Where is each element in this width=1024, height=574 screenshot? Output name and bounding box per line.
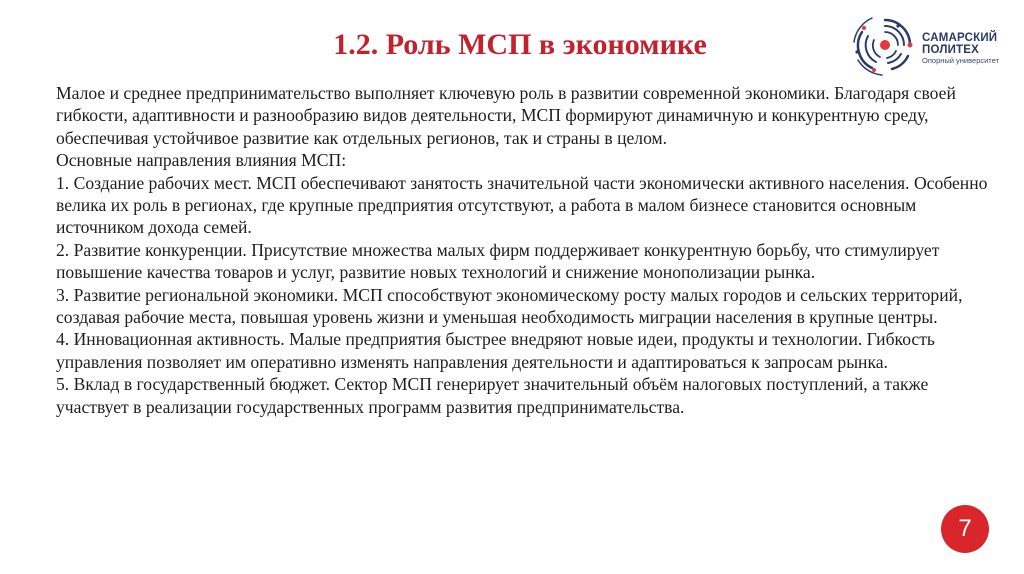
logo-text bbox=[922, 32, 999, 66]
body-text bbox=[56, 82, 996, 418]
page-number-badge: 7 bbox=[941, 505, 989, 553]
logo-subtitle: Опорный университет bbox=[922, 56, 1000, 65]
logo-line-2: ПОЛИТЕХ bbox=[922, 44, 980, 56]
logo-line-1: САМАРСКИЙ bbox=[922, 32, 998, 44]
paragraph-directions-heading: Основные направления влияния МСП: bbox=[56, 150, 347, 171]
university-logo bbox=[852, 14, 1022, 76]
paragraph-item-1: 1. Создание рабочих мест. МСП обеспечивают занятость значительной части экономически активного населения. Особенно велика их роль в регионах, где крупные предприятия отсутствуют, а работа в малом бизнесе становится основным источником дохода семей. bbox=[56, 172, 988, 238]
paragraph-intro: Малое и среднее предпринимательство выполняет ключевую роль в развитии современной экономики. Благодаря своей гибкости, адаптивности и разнообразию видов деятельности, МСП формируют динамичную и конкурентную среду, обеспечивая устойчивое развитие как отдельных регионов, так и страны в целом. bbox=[56, 83, 956, 148]
slide-title: 1.2. Роль МСП в экономике bbox=[333, 28, 707, 61]
paragraph-item-5: 5. Вклад в государственный бюджет. Сектор МСП генерирует значительный объём налоговых поступлений, а также участвует в реализации государственных программ развития предпринимательства. bbox=[56, 374, 929, 417]
paragraph-item-2: 2. Развитие конкуренции. Присутствие множества малых фирм поддерживает конкурентную борьбу, что стимулирует повышение качества товаров и услуг, развитие новых технологий и снижение монополизации рынка. bbox=[56, 239, 940, 283]
logo-emblem-icon bbox=[852, 14, 918, 76]
paragraph-item-4: 4. Инновационная активность. Малые предприятия быстрее внедряют новые идеи, продукты и технологии. Гибкость управления позволяет им оперативно изменять направления деятельности и адаптироваться к запросам рынка. bbox=[56, 329, 935, 372]
paragraph-item-3: 3. Развитие региональной экономики. МСП способствуют экономическому росту малых городов и сельских территорий, создавая рабочие места, повышая уровень жизни и уменьшая необходимость миграции населения в крупные центры. bbox=[56, 284, 963, 328]
